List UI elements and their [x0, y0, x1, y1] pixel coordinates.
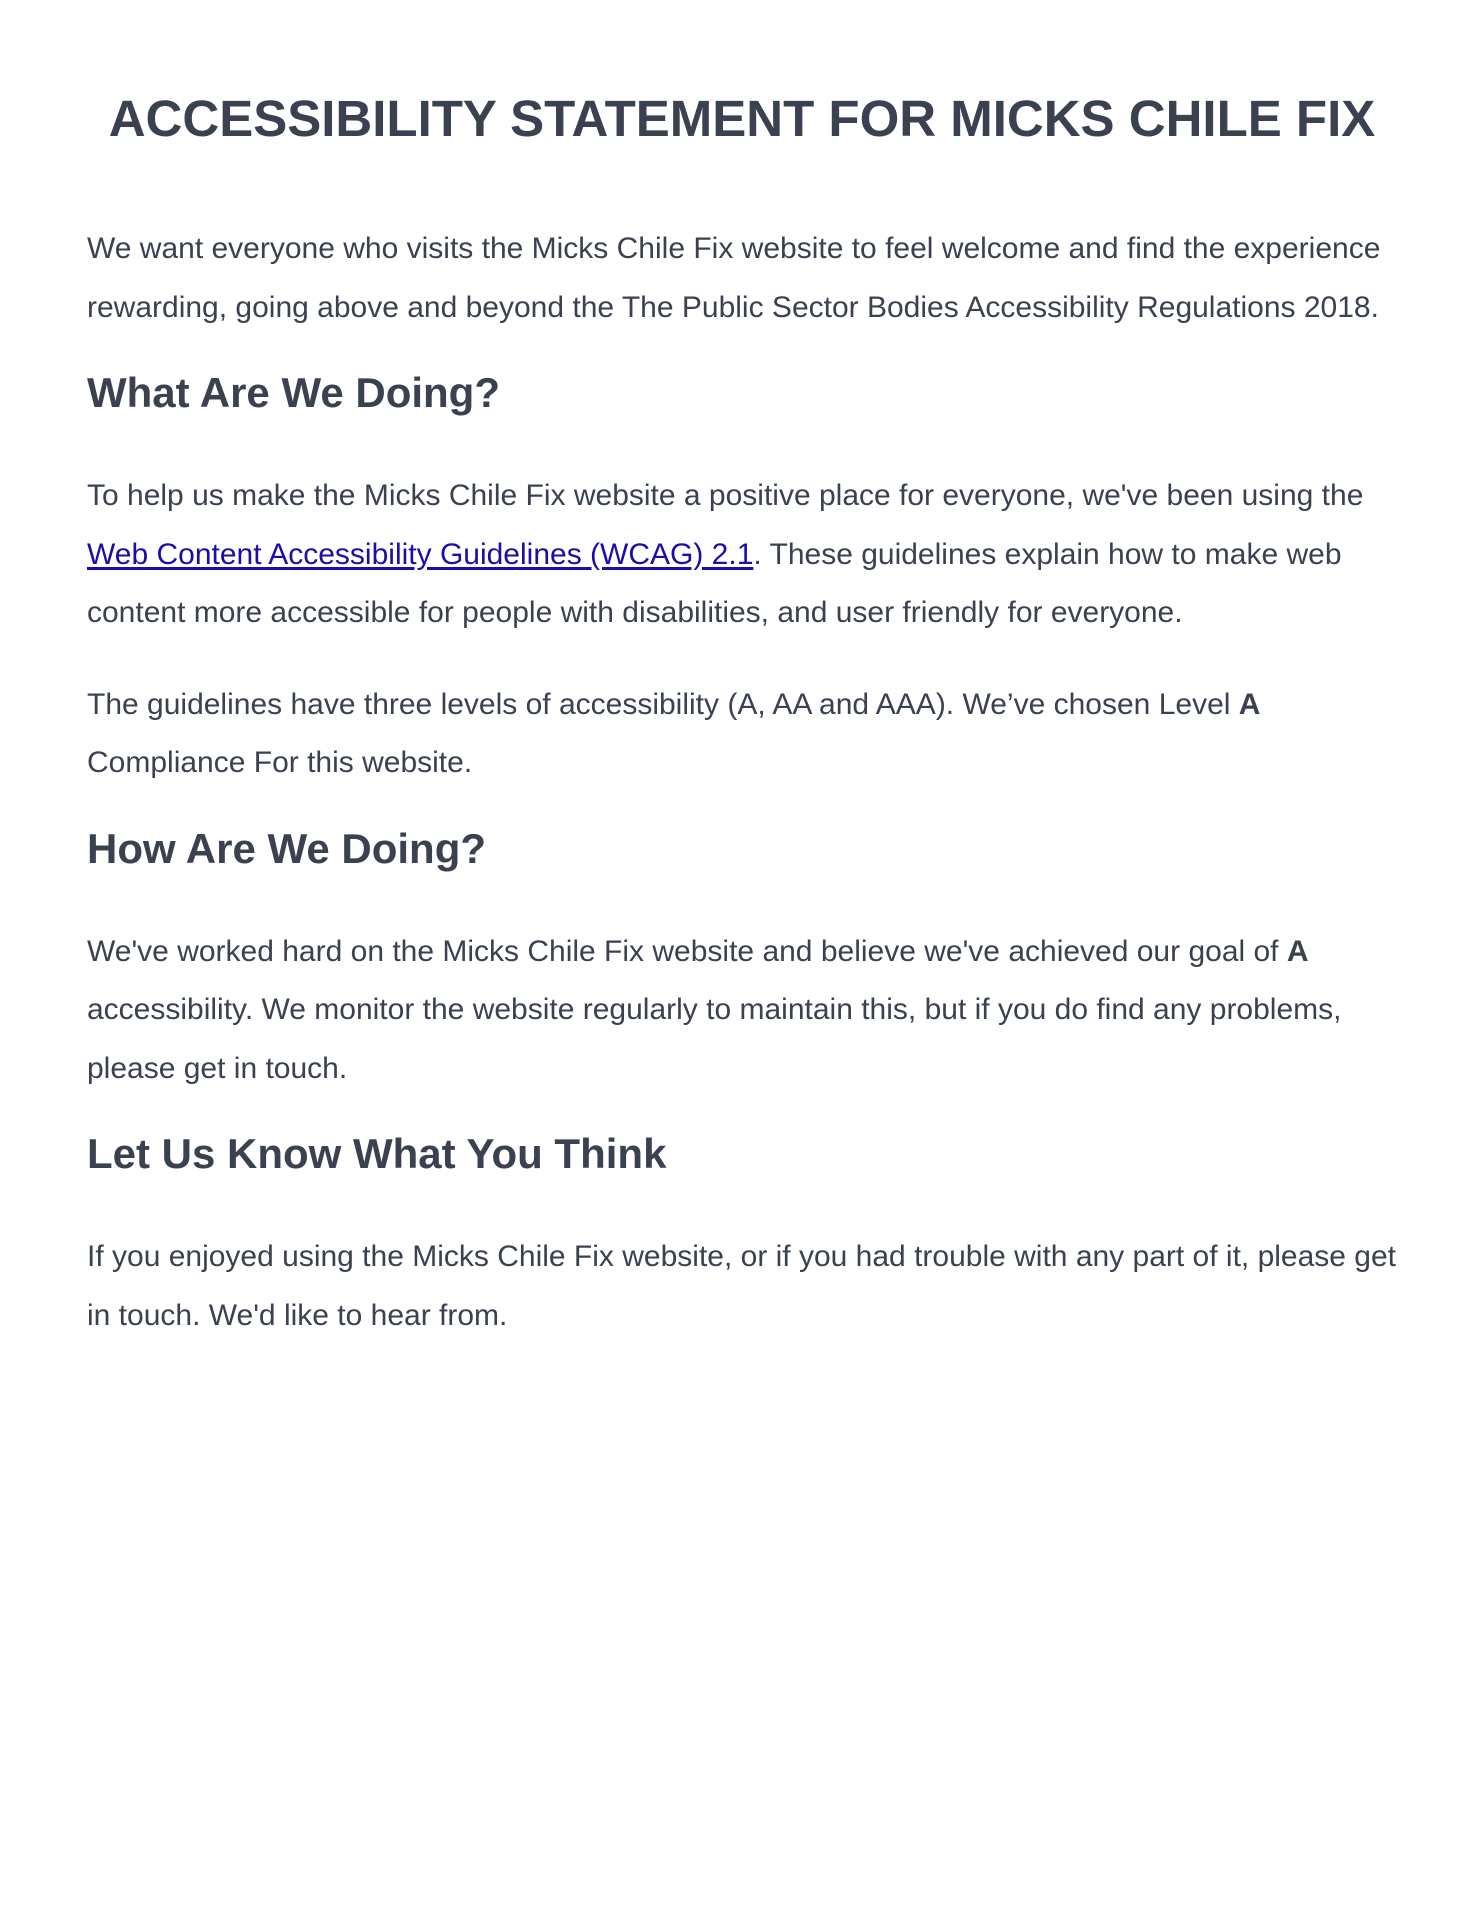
progress-paragraph-text-after: accessibility. We monitor the website regularly to maintain this, but if you do find any problems, please get in touch. — [87, 993, 1342, 1085]
chosen-level-value: A — [1238, 687, 1261, 721]
section-heading-how-are-we-doing: How Are We Doing? — [87, 824, 486, 872]
wcag-paragraph — [87, 467, 1397, 643]
levels-paragraph — [87, 676, 1397, 793]
wcag-guidelines-link[interactable]: Web Content Accessibility Guidelines (WCAG) 2.1 — [87, 537, 754, 571]
wcag-paragraph-text-before: To help us make the Micks Chile Fix website a positive place for everyone, we've been using the — [87, 479, 1364, 512]
progress-paragraph — [87, 923, 1397, 1099]
progress-paragraph-text-before: We've worked hard on the Micks Chile Fix website and believe we've achieved our goal of — [87, 934, 1287, 968]
feedback-paragraph: If you enjoyed using the Micks Chile Fix website, or if you had trouble with any part of it, please get in touch. We'd like to hear from. — [87, 1240, 1397, 1332]
intro-paragraph: We want everyone who visits the Micks Chile Fix website to feel welcome and find the experience rewarding, going above and beyond the The Public Sector Bodies Accessibility Regulations 2018. — [87, 232, 1381, 324]
wcag-paragraph-text-after: . These guidelines explain how to make web content more accessible for people with disabilities, and user friendly for everyone. — [87, 537, 1342, 629]
section-heading-what-are-we-doing: What Are We Doing? — [87, 369, 500, 416]
achieved-level-value: A — [1286, 934, 1309, 968]
section-heading-let-us-know: Let Us Know What You Think — [87, 1130, 667, 1177]
levels-paragraph-text-before: The guidelines have three levels of accessibility (A, AA and AAA). We’ve chosen Level — [87, 687, 1239, 721]
page-title: ACCESSIBILITY STATEMENT FOR MICKS CHILE FIX — [108, 90, 1376, 147]
document-page — [87, 0, 1397, 1345]
levels-paragraph-text-after: Compliance For this website. — [87, 746, 473, 779]
